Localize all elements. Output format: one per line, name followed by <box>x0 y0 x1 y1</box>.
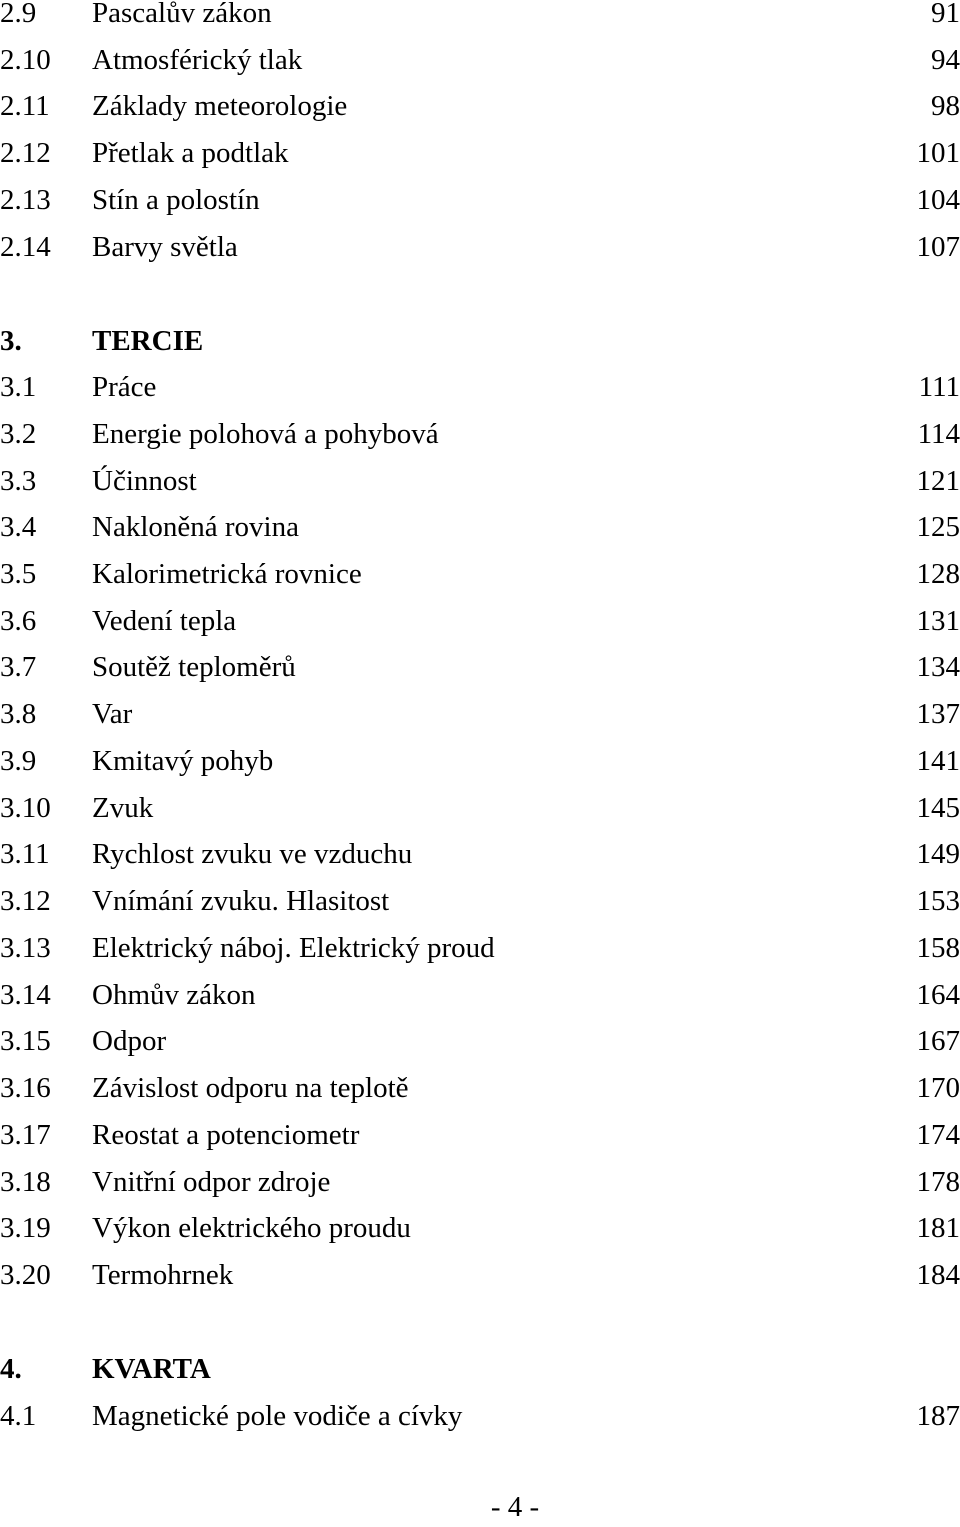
toc-entry <box>0 227 960 267</box>
toc-entry-title: Základy meteorologie <box>92 86 347 126</box>
toc-entry <box>0 1255 960 1295</box>
section-heading-number: 3. <box>0 321 22 361</box>
toc-entry-number: 3.1 <box>0 367 36 407</box>
toc-entry <box>0 1162 960 1202</box>
toc-entry-page: 125 <box>917 507 960 547</box>
toc-entry <box>0 694 960 734</box>
toc-entry-number: 3.18 <box>0 1162 51 1202</box>
toc-entry-page: 131 <box>917 601 960 641</box>
toc-entry <box>0 414 960 454</box>
toc-entry <box>0 881 960 921</box>
toc-entry-number: 4.1 <box>0 1396 36 1436</box>
toc-entry <box>0 928 960 968</box>
toc-entry-number: 3.2 <box>0 414 36 454</box>
toc-entry-number: 2.13 <box>0 180 51 220</box>
toc-entry-page: 178 <box>917 1162 960 1202</box>
toc-entry <box>0 507 960 547</box>
toc-entry <box>0 1208 960 1248</box>
toc-entry-page: 170 <box>917 1068 960 1108</box>
toc-entry-page: 134 <box>917 647 960 687</box>
toc-entry <box>0 86 960 126</box>
toc-entry-number: 3.17 <box>0 1115 51 1155</box>
section-heading <box>0 321 960 361</box>
toc-entry-number: 2.11 <box>0 86 50 126</box>
toc-entry <box>0 367 960 407</box>
toc-entry <box>0 647 960 687</box>
toc-entry-page: 114 <box>918 414 960 454</box>
section-heading-number: 4. <box>0 1349 22 1389</box>
toc-entry-title: Barvy světla <box>92 227 238 267</box>
toc-entry <box>0 834 960 874</box>
toc-entry-page: 128 <box>917 554 960 594</box>
toc-entry-title: Přetlak a podtlak <box>92 133 289 173</box>
section-heading <box>0 1349 960 1389</box>
toc-entry-page: 111 <box>919 367 960 407</box>
toc-entry-page: 164 <box>917 975 960 1015</box>
toc-entry <box>0 133 960 173</box>
toc-entry-page: 137 <box>917 694 960 734</box>
toc-entry-title: Závislost odporu na teplotě <box>92 1068 409 1108</box>
toc-entry-page: 107 <box>917 227 960 267</box>
toc-entry <box>0 180 960 220</box>
toc-entry-title: Vedení tepla <box>92 601 236 641</box>
toc-entry <box>0 741 960 781</box>
toc-entry-number: 3.15 <box>0 1021 51 1061</box>
toc-entry <box>0 1068 960 1108</box>
toc-entry-number: 3.5 <box>0 554 36 594</box>
toc-entry-page: 98 <box>931 86 960 126</box>
toc-entry-title: Práce <box>92 367 156 407</box>
toc-entry-page: 184 <box>917 1255 960 1295</box>
toc-entry-title: Magnetické pole vodiče a cívky <box>92 1396 462 1436</box>
toc-entry-number: 3.4 <box>0 507 36 547</box>
toc-entry-title: Termohrnek <box>92 1255 233 1295</box>
toc-entry-number: 3.11 <box>0 834 50 874</box>
toc-entry-page: 153 <box>917 881 960 921</box>
toc-entry-number: 3.10 <box>0 788 51 828</box>
toc-entry-number: 3.8 <box>0 694 36 734</box>
toc-entry-page: 104 <box>917 180 960 220</box>
toc-entry-title: Vnitřní odpor zdroje <box>92 1162 330 1202</box>
toc-entry-title: Kmitavý pohyb <box>92 741 273 781</box>
toc-entry-title: Vnímání zvuku. Hlasitost <box>92 881 389 921</box>
toc-entry <box>0 40 960 80</box>
section-heading-title: KVARTA <box>92 1349 211 1389</box>
toc-entry-page: 145 <box>917 788 960 828</box>
toc-entry-page: 149 <box>917 834 960 874</box>
toc-entry-title: Atmosférický tlak <box>92 40 302 80</box>
toc-entry-number: 3.9 <box>0 741 36 781</box>
toc-entry-title: Stín a polostín <box>92 180 260 220</box>
toc-entry-title: Elektrický náboj. Elektrický proud <box>92 928 495 968</box>
toc-entry <box>0 1115 960 1155</box>
toc-entry-title: Účinnost <box>92 461 197 501</box>
toc-entry-page: 91 <box>931 0 960 33</box>
toc-entry-number: 2.9 <box>0 0 36 33</box>
toc-entry-number: 3.3 <box>0 461 36 501</box>
toc-entry <box>0 461 960 501</box>
page-number: - 4 - <box>0 1487 960 1527</box>
toc-entry-number: 2.12 <box>0 133 51 173</box>
toc-entry <box>0 1021 960 1061</box>
toc-entry <box>0 975 960 1015</box>
toc-entry <box>0 1396 960 1436</box>
section-heading-title: TERCIE <box>92 321 203 361</box>
toc-entry <box>0 554 960 594</box>
toc-entry <box>0 0 960 33</box>
toc-entry-number: 3.7 <box>0 647 36 687</box>
toc-entry-number: 3.16 <box>0 1068 51 1108</box>
toc-entry-title: Zvuk <box>92 788 153 828</box>
toc-entry-number: 3.12 <box>0 881 51 921</box>
toc-entry-title: Energie polohová a pohybová <box>92 414 439 454</box>
toc-entry-page: 174 <box>917 1115 960 1155</box>
toc-entry-page: 187 <box>917 1396 960 1436</box>
toc-entry-title: Soutěž teploměrů <box>92 647 296 687</box>
toc-entry <box>0 788 960 828</box>
toc-entry-title: Rychlost zvuku ve vzduchu <box>92 834 412 874</box>
toc-entry-number: 3.13 <box>0 928 51 968</box>
toc-entry-page: 158 <box>917 928 960 968</box>
toc-entry-page: 181 <box>917 1208 960 1248</box>
toc-entry-page: 167 <box>917 1021 960 1061</box>
toc-entry-number: 3.14 <box>0 975 51 1015</box>
toc-entry-title: Reostat a potenciometr <box>92 1115 359 1155</box>
toc-entry-page: 141 <box>917 741 960 781</box>
toc-entry-title: Výkon elektrického proudu <box>92 1208 411 1248</box>
toc-entry-title: Ohmův zákon <box>92 975 256 1015</box>
toc-entry-page: 101 <box>917 133 960 173</box>
toc-entry-title: Kalorimetrická rovnice <box>92 554 362 594</box>
toc-entry-title: Pascalův zákon <box>92 0 272 33</box>
toc-entry-title: Odpor <box>92 1021 166 1061</box>
toc-entry-page: 94 <box>931 40 960 80</box>
toc-entry-number: 3.6 <box>0 601 36 641</box>
toc-entry-title: Var <box>92 694 132 734</box>
toc-entry-number: 3.19 <box>0 1208 51 1248</box>
toc-entry-number: 2.10 <box>0 40 51 80</box>
toc-entry-number: 3.20 <box>0 1255 51 1295</box>
toc-entry-page: 121 <box>917 461 960 501</box>
toc-entry-title: Nakloněná rovina <box>92 507 299 547</box>
toc-entry <box>0 601 960 641</box>
toc-entry-number: 2.14 <box>0 227 51 267</box>
